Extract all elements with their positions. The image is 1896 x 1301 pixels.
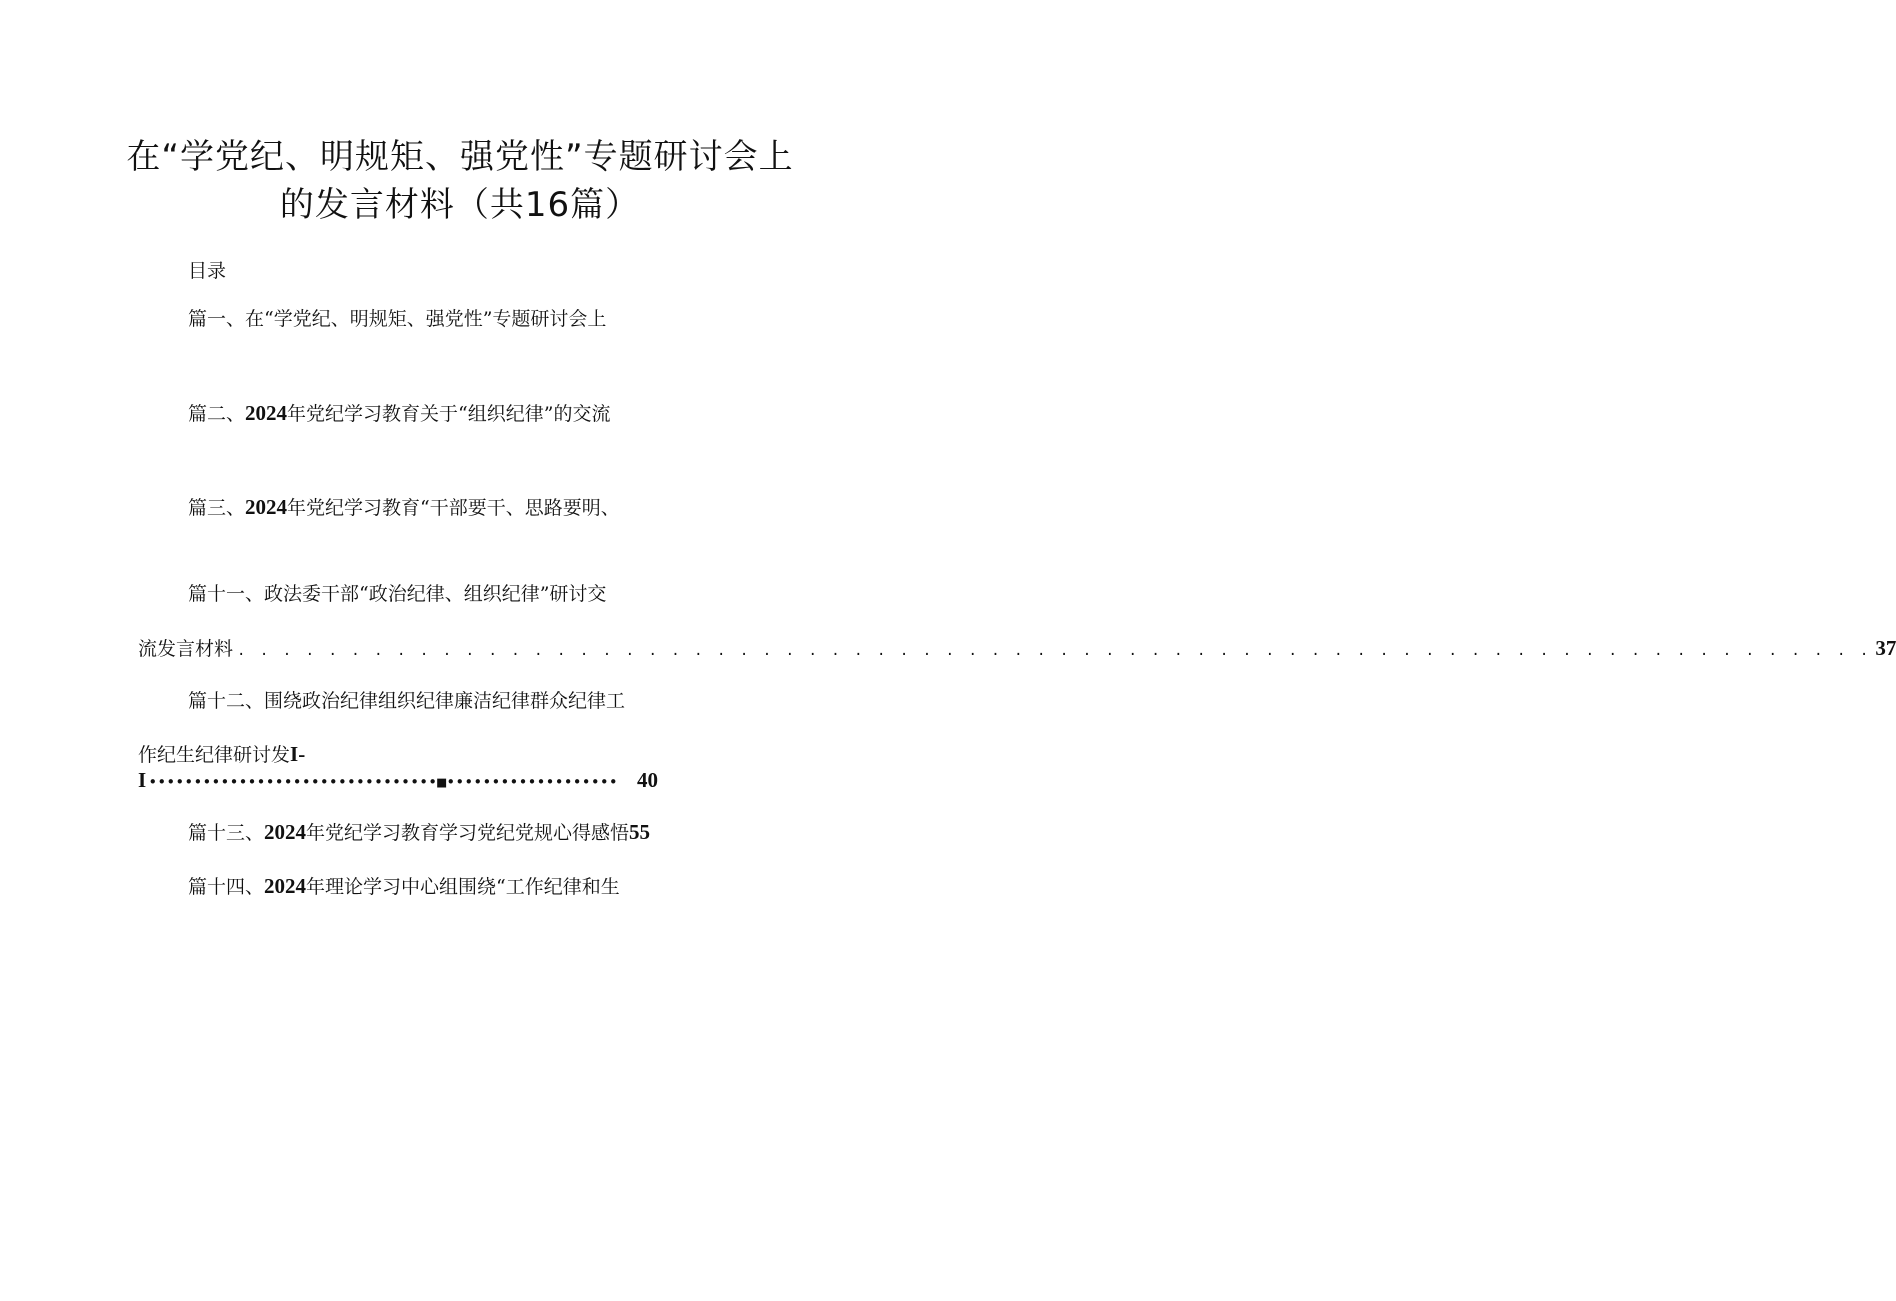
toc-entry-2-year: 2024 <box>245 401 288 425</box>
toc-entry-12-line-2-tail: I- <box>290 742 306 766</box>
toc-entry-14-suffix: 年理论学习中心组围绕“工作纪律和生 <box>306 876 620 898</box>
toc-entry-3-suffix: 年党纪学习教育“干部要干、思路要明、 <box>287 497 620 519</box>
toc-entry-13-prefix: 篇十三、 <box>188 822 265 844</box>
toc-entry-14[interactable] <box>188 872 620 901</box>
toc-entry-12-continuation[interactable] <box>138 740 305 769</box>
toc-entry-2-prefix: 篇二、 <box>188 403 246 425</box>
toc-entry-13-page: 55 <box>629 820 651 844</box>
toc-entry-11-line-1: 篇十一、政法委干部“政治纪律、组织纪律”研讨交 <box>188 583 607 605</box>
toc-entry-12[interactable] <box>188 687 625 715</box>
document-title-line-1: 在“学党纪、明规矩、强党性”专题研讨会上 <box>126 137 794 177</box>
toc-entry-3[interactable] <box>188 493 620 522</box>
toc-entry-2-suffix: 年党纪学习教育关于“组织纪律”的交流 <box>287 403 611 425</box>
toc-entry-12-page: 40 <box>637 768 658 792</box>
bullet-leader: ••••••••••••••••••••••••••••••••■••••••••••••••••••• <box>148 773 618 791</box>
toc-entry-2[interactable] <box>188 399 610 428</box>
dot-leader: . . . . . . . . . . . . . . . . . . . . . . . . . . . . . . . . . . . . . . . . . . . . . . . . . . . . . . . . . . . . . . . . . . . . . . . . <box>237 643 1872 659</box>
toc-entry-1[interactable] <box>188 305 606 333</box>
document-title-line-2: 的发言材料（共16篇） <box>279 185 641 225</box>
toc-entry-11-continuation[interactable] <box>138 634 1896 665</box>
toc-entry-11-page: 37 <box>1875 636 1896 660</box>
toc-entry-1-text: 篇一、在“学党纪、明规矩、强党性”专题研讨会上 <box>188 308 607 330</box>
toc-entry-11[interactable] <box>188 580 606 608</box>
toc-entry-12-leader-line[interactable] <box>138 766 658 796</box>
toc-entry-3-prefix: 篇三、 <box>188 497 246 519</box>
toc-entry-14-prefix: 篇十四、 <box>188 876 265 898</box>
toc-entry-13[interactable] <box>188 818 650 847</box>
toc-heading: 目录 <box>188 260 227 282</box>
toc-entry-3-year: 2024 <box>245 495 288 519</box>
toc-entry-12-line-1: 篇十二、围绕政治纪律组织纪律廉洁纪律群众纪律工 <box>188 690 626 712</box>
toc-entry-11-line-2: 流发言材料 <box>138 638 234 660</box>
toc-entry-13-year: 2024 <box>264 820 307 844</box>
toc-entry-12-line-3-head: I <box>138 768 147 792</box>
toc-entry-14-year: 2024 <box>264 874 307 898</box>
toc-entry-13-suffix: 年党纪学习教育学习党纪党规心得感悟 <box>306 822 630 844</box>
toc-entry-12-line-2: 作纪生纪律研讨发 <box>138 744 291 766</box>
